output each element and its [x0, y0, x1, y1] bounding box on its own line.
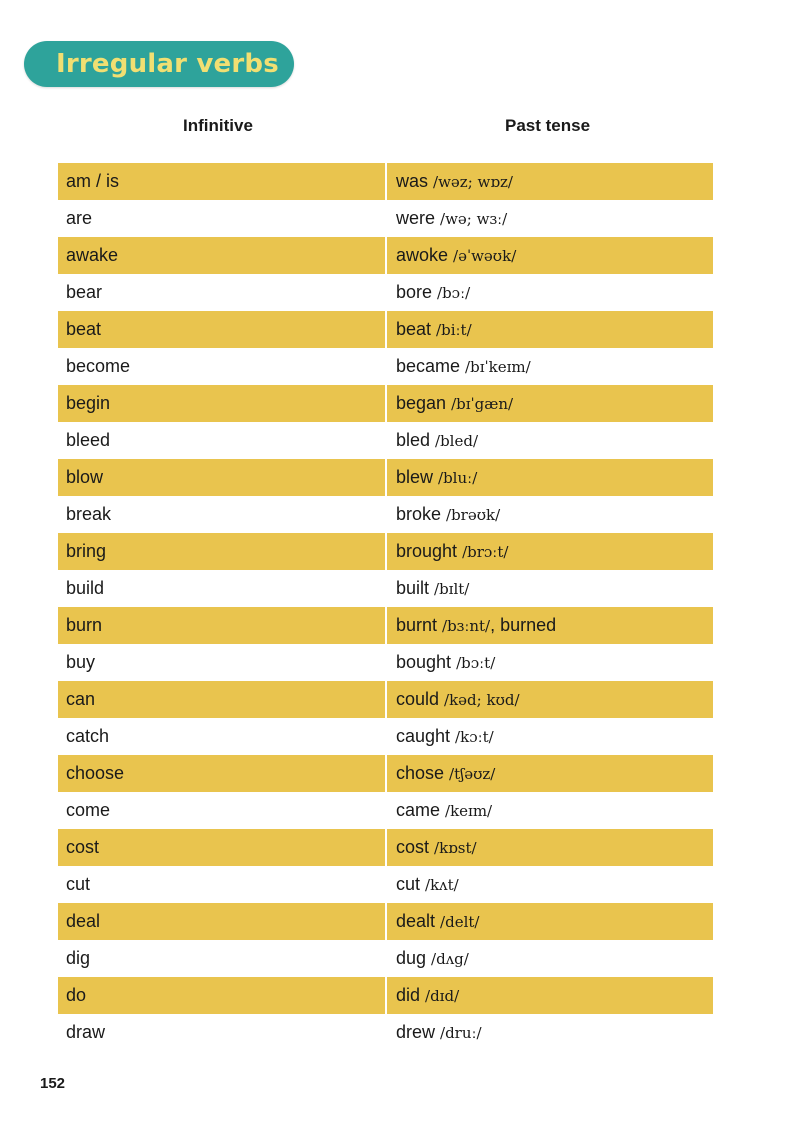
- table-row: [58, 274, 713, 311]
- past-form: beat: [396, 319, 432, 339]
- past-form: bled: [396, 430, 431, 450]
- verbs-table: [58, 163, 713, 1051]
- infinitive-cell: come: [66, 800, 111, 820]
- past-form: cost: [396, 837, 430, 857]
- table-row: [58, 977, 713, 1014]
- past-tense-cell: [387, 237, 713, 274]
- past-form: chose: [396, 763, 445, 783]
- past-tense-cell: [387, 348, 713, 385]
- pronunciation: /kɔːt/: [455, 727, 494, 746]
- past-tense-cell: [387, 607, 713, 644]
- pronunciation: /əˈwəʊk/: [453, 246, 517, 265]
- past-tense-cell: [387, 496, 713, 533]
- pronunciation: /druː/: [440, 1023, 482, 1042]
- past-form: built: [396, 578, 430, 598]
- pronunciation: /kɒst/: [434, 838, 477, 857]
- pronunciation: /delt/: [440, 912, 480, 931]
- infinitive-cell: beat: [58, 311, 385, 348]
- past-form: brought: [396, 541, 458, 561]
- past-tense-cell: [387, 459, 713, 496]
- infinitive-cell: do: [58, 977, 385, 1014]
- table-row: [58, 385, 713, 422]
- past-tense-cell: [387, 163, 713, 200]
- past-tense-cell: [387, 681, 713, 718]
- past-form: broke: [396, 504, 442, 524]
- past-form: could: [396, 689, 440, 709]
- past-tense-cell: [387, 422, 713, 459]
- table-row: [58, 644, 713, 681]
- past-form: were: [396, 208, 436, 228]
- past-tense-cell: [387, 940, 713, 977]
- past-form: cut: [396, 874, 421, 894]
- infinitive-cell: am / is: [58, 163, 385, 200]
- past-form: blew: [396, 467, 434, 487]
- table-row: [58, 237, 713, 274]
- pronunciation: /bluː/: [438, 468, 478, 487]
- pronunciation: /bɪˈgæn/: [451, 394, 514, 413]
- table-row: [58, 533, 713, 570]
- pronunciation: /brəʊk/: [446, 505, 501, 524]
- pronunciation: /bɜːnt/: [442, 616, 491, 635]
- infinitive-cell: catch: [66, 726, 110, 746]
- past-tense-cell: [387, 903, 713, 940]
- infinitive-cell: bear: [66, 282, 103, 302]
- table-row: [58, 718, 713, 755]
- past-form: bought: [396, 652, 452, 672]
- past-tense-header: Past tense: [505, 116, 591, 135]
- past-form: dug: [396, 948, 427, 968]
- table-row: [58, 496, 713, 533]
- table-row: [58, 459, 713, 496]
- pronunciation: /dɪd/: [425, 986, 460, 1005]
- past-tense-cell: [387, 829, 713, 866]
- table-row: [58, 570, 713, 607]
- pronunciation: /kəd; kʊd/: [444, 690, 520, 709]
- infinitive-cell: become: [66, 356, 131, 376]
- table-row: [58, 163, 713, 200]
- infinitive-cell: burn: [58, 607, 385, 644]
- infinitive-cell: build: [66, 578, 105, 598]
- pronunciation: /bled/: [435, 431, 479, 450]
- past-form: bore: [396, 282, 433, 302]
- past-form: came: [396, 800, 441, 820]
- infinitive-cell: buy: [66, 652, 96, 672]
- infinitive-cell: awake: [58, 237, 385, 274]
- infinitive-cell: blow: [58, 459, 385, 496]
- pronunciation: /tʃəʊz/: [449, 764, 496, 783]
- infinitive-header: Infinitive: [183, 116, 253, 135]
- table-row: [58, 200, 713, 237]
- past-form: began: [396, 393, 447, 413]
- table-row: [58, 1014, 713, 1051]
- infinitive-cell: bring: [58, 533, 385, 570]
- pronunciation: /biːt/: [436, 320, 472, 339]
- table-row: [58, 755, 713, 792]
- infinitive-cell: choose: [58, 755, 385, 792]
- table-row: [58, 792, 713, 829]
- table-row: [58, 311, 713, 348]
- past-form: was: [396, 171, 429, 191]
- past-tense-cell: [387, 533, 713, 570]
- past-tense-cell: [387, 977, 713, 1014]
- table-row: [58, 348, 713, 385]
- past-tense-cell: [387, 385, 713, 422]
- past-form: drew: [396, 1022, 436, 1042]
- past-tense-cell: [387, 570, 713, 607]
- infinitive-cell: can: [58, 681, 385, 718]
- past-tense-cell: [387, 644, 713, 681]
- alternate-form: , burned: [490, 615, 557, 635]
- past-tense-cell: [387, 718, 713, 755]
- pronunciation: /bɪlt/: [434, 579, 470, 598]
- table-row: [58, 681, 713, 718]
- pronunciation: /bɪˈkeɪm/: [465, 357, 531, 376]
- table-row: [58, 940, 713, 977]
- table-row: [58, 607, 713, 644]
- table-row: [58, 422, 713, 459]
- past-tense-cell: [387, 274, 713, 311]
- pronunciation: /wə; wɜː/: [440, 209, 508, 228]
- past-form: became: [396, 356, 461, 376]
- pronunciation: /bɔːt/: [456, 653, 496, 672]
- pronunciation: /brɔːt/: [462, 542, 509, 561]
- infinitive-cell: cost: [58, 829, 385, 866]
- infinitive-cell: are: [66, 208, 93, 228]
- infinitive-cell: cut: [66, 874, 91, 894]
- infinitive-cell: begin: [58, 385, 385, 422]
- past-tense-cell: [387, 792, 713, 829]
- pronunciation: /wəz; wɒz/: [433, 172, 513, 191]
- infinitive-cell: draw: [66, 1022, 106, 1042]
- pronunciation: /kʌt/: [425, 875, 459, 894]
- title-banner: [24, 41, 294, 87]
- past-tense-cell: [387, 755, 713, 792]
- past-form: dealt: [396, 911, 436, 931]
- past-tense-cell: [387, 311, 713, 348]
- past-form: did: [396, 985, 421, 1005]
- past-tense-cell: [387, 866, 713, 903]
- pronunciation: /keɪm/: [445, 801, 493, 820]
- past-form: caught: [396, 726, 451, 746]
- past-tense-cell: [387, 1014, 713, 1051]
- table-row: [58, 903, 713, 940]
- pronunciation: /bɔː/: [437, 283, 471, 302]
- infinitive-cell: bleed: [66, 430, 111, 450]
- past-tense-cell: [387, 200, 713, 237]
- past-form: burnt: [396, 615, 438, 635]
- table-row: [58, 829, 713, 866]
- table-row: [58, 866, 713, 903]
- page-number: 152: [40, 1075, 66, 1092]
- page-title: Irregular verbs: [56, 49, 279, 79]
- infinitive-cell: dig: [66, 948, 91, 968]
- pronunciation: /dʌg/: [431, 949, 469, 968]
- infinitive-cell: break: [66, 504, 112, 524]
- infinitive-cell: deal: [58, 903, 385, 940]
- past-form: awoke: [396, 245, 449, 265]
